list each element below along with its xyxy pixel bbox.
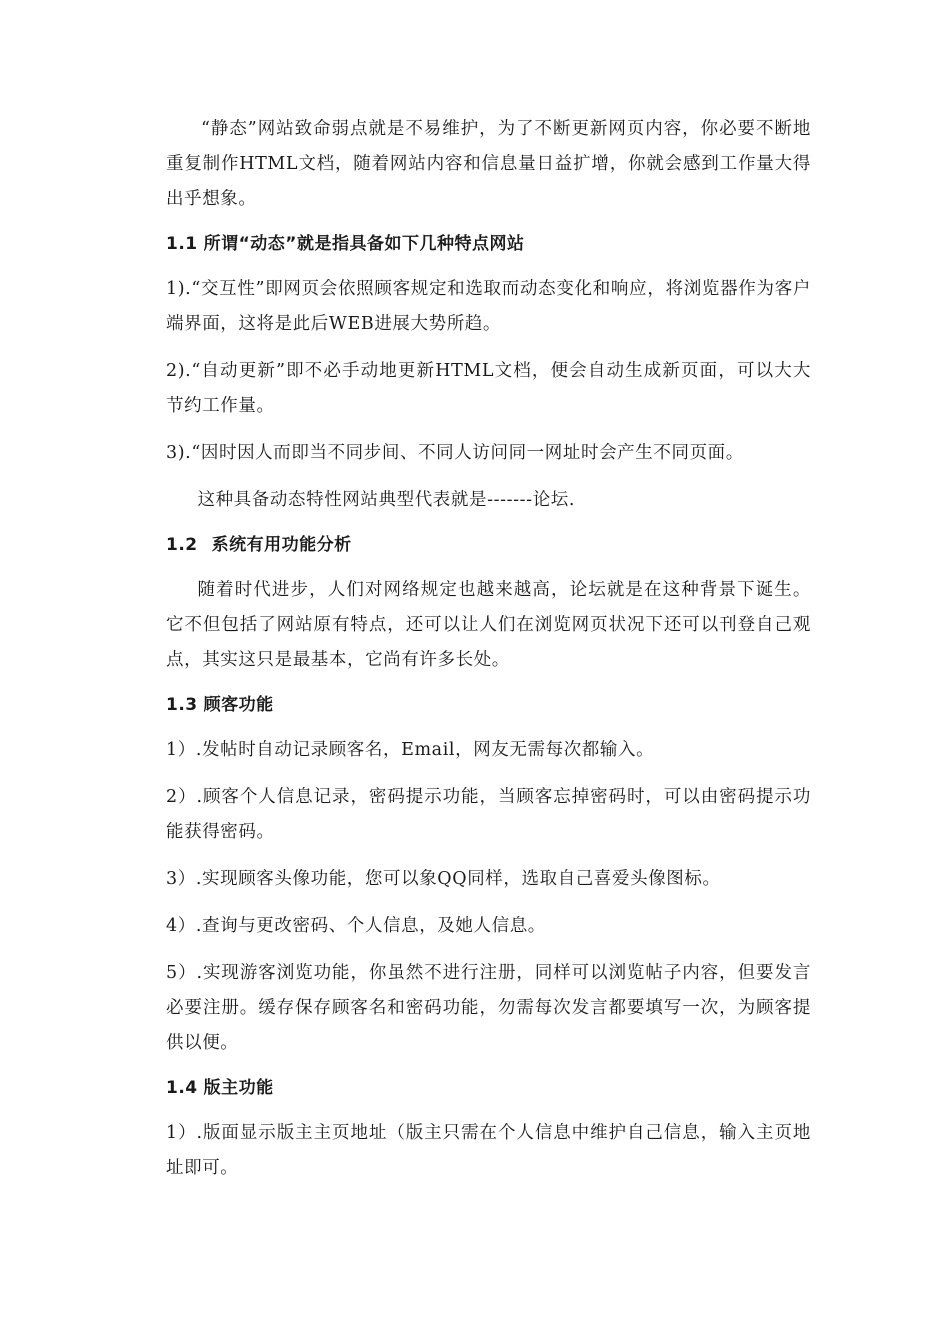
list-item: 1）.发帖时自动记录顾客名，Email，网友无需每次都输入。 (166, 740, 655, 760)
list-item: 1).“交互性”即网页会依照顾客规定和选取而动态变化和响应，将浏览器作为客户端界面，这将是此后WEB进展大势所趋。 (166, 279, 811, 334)
list-item: 3).“因时因人而即当不同步间、不同人访问同一网址时会产生不同页面。 (166, 443, 744, 463)
list-item: 4）.查询与更改密码、个人信息，及她人信息。 (166, 916, 546, 936)
section-number: 1.1 (166, 234, 198, 254)
document-page (166, 112, 811, 1198)
section-title: 系统有用功能分析 (211, 535, 352, 555)
list-item: 2）.顾客个人信息记录，密码提示功能，当顾客忘掉密码时，可以由密码提示功能获得密码。 (166, 787, 811, 842)
section-1-2-heading (166, 530, 811, 560)
section-title: 顾客功能 (203, 695, 274, 715)
closing-paragraph: 这种具备动态特性网站典型代表就是-------论坛. (197, 490, 576, 510)
list-item: 5）.实现游客浏览功能，你虽然不进行注册，同样可以浏览帖子内容，但要发言必要注册。缓存保存顾客名和密码功能，勿需每次发言都要填写一次，为顾客提供以便。 (166, 963, 811, 1053)
section-number: 1.3 (166, 695, 198, 715)
section-1-4-heading (166, 1073, 811, 1103)
section-number: 1.4 (166, 1078, 198, 1098)
list-item: 3）.实现顾客头像功能，您可以象QQ同样，选取自己喜爱头像图标。 (166, 869, 721, 889)
section-1-3-heading (166, 690, 811, 720)
body-paragraph: 随着时代进步，人们对网络规定也越来越高，论坛就是在这种背景下诞生。它不但包括了网站原有特点，还可以让人们在浏览网页状况下还可以刊登自己观点，其实这只是最基本，它尚有许多长处。 (166, 580, 811, 670)
section-title: 所谓“动态”就是指具备如下几种特点网站 (203, 234, 525, 254)
list-item: 2).“自动更新”即不必手动地更新HTML文档，便会自动生成新页面，可以大大节约工作量。 (166, 361, 811, 416)
section-number: 1.2 (166, 535, 198, 555)
intro-paragraph: “静态”网站致命弱点就是不易维护，为了不断更新网页内容，你必要不断地重复制作HTML文档，随着网站内容和信息量日益扩增，你就会感到工作量大得出乎想象。 (166, 119, 811, 209)
list-item: 1）.版面显示版主主页地址（版主只需在个人信息中维护自己信息，输入主页地址即可。 (166, 1123, 811, 1178)
section-1-1-heading (166, 229, 811, 259)
section-title: 版主功能 (203, 1078, 274, 1098)
